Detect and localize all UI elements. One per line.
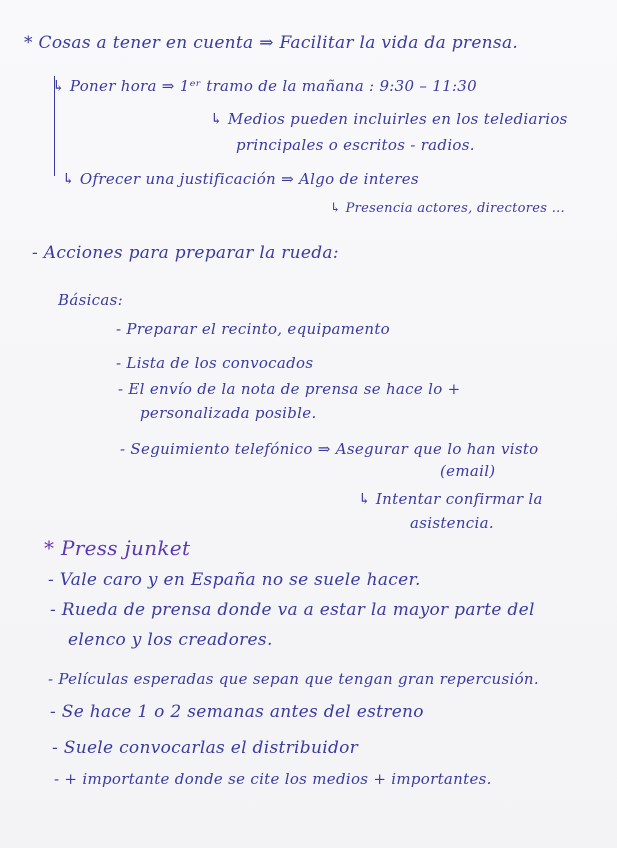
asterisk-icon: *	[24, 33, 33, 53]
note-line-7: - Acciones para preparar la rueda:	[32, 243, 339, 263]
note-line-20: elenco y los creadores.	[68, 630, 273, 650]
note-line-18: - Vale caro y en España no se suele hacer.	[48, 570, 421, 590]
note-line-4: principales o escritos - radios.	[236, 136, 475, 154]
note-line-2: ↳ Poner hora ⇒ 1ᵉʳ tramo de la mañana : 9:30 – 11:30	[52, 77, 477, 95]
note-line-12: personalizada posible.	[140, 404, 317, 422]
note-line-22: - Se hace 1 o 2 semanas antes del estreno	[50, 702, 424, 722]
note-line-3: ↳ Medios pueden incluirles en los telediarios	[210, 110, 568, 128]
note-line-10: - Lista de los convocados	[116, 354, 314, 372]
note-line-1	[24, 33, 518, 53]
note-line-19: - Rueda de prensa donde va a estar la mayor parte del	[50, 600, 535, 620]
note-line-11: - El envío de la nota de prensa se hace lo +	[118, 380, 461, 398]
section-title: Press junket	[60, 536, 191, 560]
note-line-16: asistencia.	[410, 514, 494, 532]
note-line-8: Básicas:	[58, 291, 123, 309]
note-line-5: ↳ Ofrecer una justificación ⇒ Algo de interes	[62, 170, 419, 188]
note-line-14: (email)	[440, 462, 496, 480]
asterisk-icon: *	[44, 536, 55, 560]
note-line-9: - Preparar el recinto, equipamento	[116, 320, 391, 338]
note-line-17	[44, 536, 190, 560]
note-line-21: - Películas esperadas que sepan que tengan gran repercusión.	[48, 670, 539, 688]
note-line-6: ↳ Presencia actores, directores ...	[330, 201, 565, 216]
note-line-23: - Suele convocarlas el distribuidor	[52, 738, 359, 758]
note-text: Cosas a tener en cuenta ⇒ Facilitar la vida da prensa.	[38, 33, 519, 53]
note-line-15: ↳ Intentar confirmar la	[358, 490, 543, 508]
note-line-24: - + importante donde se cite los medios + importantes.	[54, 770, 492, 788]
note-line-13: - Seguimiento telefónico ⇒ Asegurar que lo han visto	[120, 440, 539, 458]
